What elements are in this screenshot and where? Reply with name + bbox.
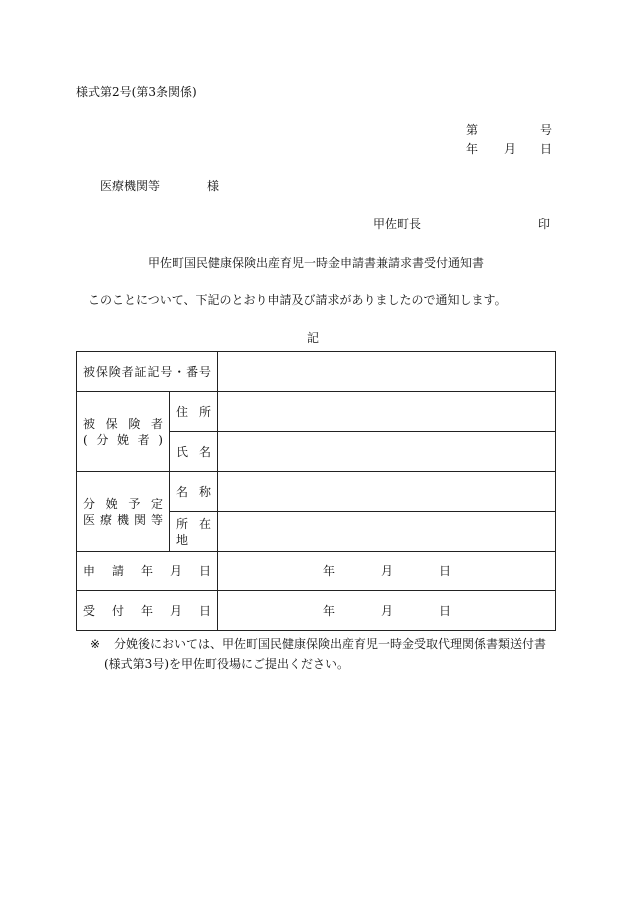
application-table: [76, 351, 556, 631]
table-row: [77, 352, 556, 392]
date-nen: 年: [466, 142, 479, 156]
receive-date-nen: 年: [323, 603, 336, 618]
table-row: [77, 472, 556, 512]
name-label: 氏名: [170, 432, 218, 472]
table-row: [77, 591, 556, 631]
doc-number-dai: 第: [466, 123, 479, 137]
receive-date-label: 受付年月日: [77, 591, 218, 631]
ki-label: 記: [307, 331, 320, 345]
address-label: 住所: [170, 392, 218, 432]
facility-name-value[interactable]: [218, 472, 556, 512]
issuer-seal: 印: [538, 217, 551, 231]
receive-date-value[interactable]: [218, 591, 556, 631]
body-text: このことについて、下記のとおり申請及び請求がありましたので通知します。: [88, 293, 507, 307]
apply-date-value[interactable]: [218, 552, 556, 591]
addressee-name: 医療機関等: [100, 179, 161, 193]
issuer-name: 甲佐町長: [373, 217, 422, 231]
apply-date-label: 申請年月日: [77, 552, 218, 591]
name-value[interactable]: [218, 432, 556, 472]
receive-date-hi: 日: [439, 603, 452, 618]
addressee-sama: 様: [207, 179, 220, 193]
form-number: 様式第2号(第3条関係): [76, 85, 197, 99]
receive-date-tsuki: 月: [381, 603, 394, 618]
facility-name-label: 名称: [170, 472, 218, 512]
apply-date-hi: 日: [439, 564, 452, 578]
address-value[interactable]: [218, 392, 556, 432]
doc-number-go: 号: [540, 123, 553, 137]
facility-label: 分娩予定 医療機関等: [77, 472, 170, 552]
insurance-no-value[interactable]: [218, 352, 556, 392]
note-line-2: (様式第3号)を甲佐町役場にご提出ください。: [104, 657, 349, 671]
table-row: [77, 392, 556, 432]
note-mark: ※: [90, 637, 101, 651]
document-title: 甲佐町国民健康保険出産育児一時金申請書兼請求書受付通知書: [148, 256, 485, 270]
note-line-1: 分娩後においては、甲佐町国民健康保険出産育児一時金受取代理関係書類送付書: [114, 637, 547, 651]
table-row: [77, 552, 556, 591]
facility-location-label: 所在地: [170, 512, 218, 552]
insurance-no-label: 被保険者証記号・番号: [77, 352, 218, 392]
insured-label: 被保険者 (分娩者): [77, 392, 170, 472]
date-hi: 日: [540, 142, 553, 156]
apply-date-nen: 年: [323, 564, 336, 578]
date-tsuki: 月: [504, 142, 517, 156]
facility-location-value[interactable]: [218, 512, 556, 552]
apply-date-tsuki: 月: [381, 564, 394, 578]
